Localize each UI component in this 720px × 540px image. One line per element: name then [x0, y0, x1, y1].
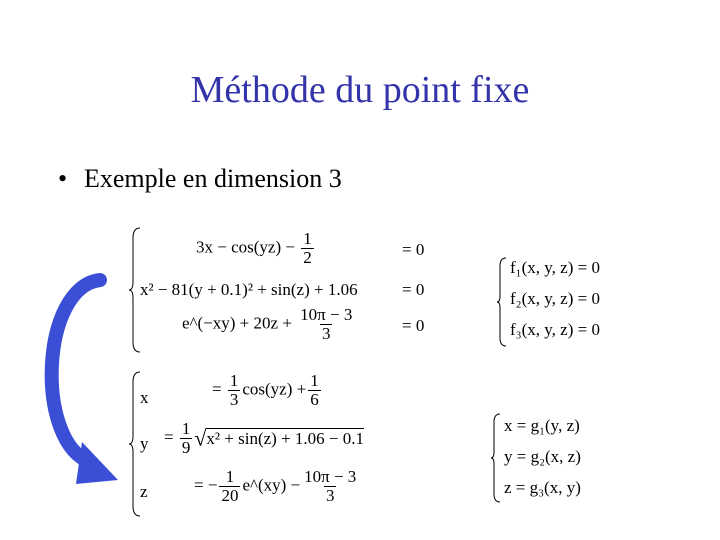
- g-z-b-den: 3: [325, 486, 335, 505]
- g-x-frac-a: [228, 372, 241, 409]
- equation-f2-rhs: = 0: [402, 280, 425, 299]
- g-x-a-den: 3: [229, 390, 239, 409]
- g-y-num: 1: [181, 419, 191, 438]
- g-z-b-num: 10π − 3: [304, 467, 357, 486]
- g-y-frac: [180, 420, 193, 457]
- compact-g3: z = g₃(x, y): [504, 478, 581, 497]
- g-z-frac-a: [219, 468, 240, 505]
- curved-arrow-icon: [30, 262, 130, 492]
- compact-g1: x = g₁(y, z): [504, 416, 580, 435]
- equation-f3: [182, 306, 356, 343]
- g-row-y-var: y: [140, 434, 149, 453]
- eq-f3-fraction: [298, 306, 354, 343]
- compact-f2: f₂(x, y, z) = 0: [510, 289, 600, 308]
- compact-f1: f₁(x, y, z) = 0: [510, 258, 600, 277]
- compact-f3: f₃(x, y, z) = 0: [510, 320, 600, 339]
- equation-f3-rhs: = 0: [402, 316, 425, 335]
- left-brace-icon: [496, 256, 508, 348]
- g-row-x: = $\frac{1}{3}$ cos(yz) + $\frac{1}{6}$: [212, 371, 319, 409]
- eq-f1-den: 2: [303, 248, 312, 267]
- g-y-den: 9: [181, 438, 191, 457]
- system-g-expanded: [128, 370, 428, 518]
- g-row-y: = $\frac{1}{9}$ √x² + sin(z) + 1.06 − 0.1: [164, 419, 364, 457]
- eq-f3-den: 3: [321, 324, 331, 343]
- bullet-dot: •: [58, 164, 68, 193]
- g-z-frac-b: [302, 468, 358, 505]
- system-f-expanded: [128, 226, 448, 354]
- eq-f3-lhs: e^(−xy) + 20z +: [182, 313, 297, 333]
- equation-f2: x² − 81(y + 0.1)² + sin(z) + 1.06: [140, 280, 358, 299]
- bullet-text: Exemple en dimension 3: [84, 164, 342, 193]
- eq-f1-lhs: 3x − cos(yz) −: [196, 237, 300, 257]
- eq-f1-fraction: [301, 230, 314, 267]
- eq-f3-num: 10π − 3: [300, 305, 353, 324]
- g-x-a-num: 1: [229, 371, 239, 390]
- g-y-radicand: x² + sin(z) + 1.06 − 0.1: [206, 428, 364, 448]
- g-z-mid: e^(xy) −: [242, 475, 301, 495]
- g-z-a-den: 20: [221, 486, 239, 505]
- left-brace-icon: [490, 412, 502, 504]
- g-row-x-var: x: [140, 388, 149, 407]
- slide-title: Méthode du point fixe: [190, 69, 530, 111]
- compact-g2: y = g₂(x, z): [504, 447, 581, 466]
- g-z-a-num: 1: [225, 467, 235, 486]
- system-f-compact: [496, 256, 656, 348]
- system-g-compact: [490, 412, 650, 504]
- g-x-b-num: 1: [310, 371, 319, 390]
- equation-f1-rhs: = 0: [402, 240, 425, 259]
- eq-f1-num: 1: [303, 229, 312, 248]
- equation-f1: [196, 230, 316, 267]
- g-x-b-den: 6: [310, 390, 319, 409]
- g-x-mid: cos(yz) +: [242, 379, 307, 399]
- g-x-frac-b: [308, 372, 321, 409]
- g-row-z: = − $\frac{1}{20}$ e^(xy) − $\frac{10\pi - 3}{3}$: [194, 467, 357, 505]
- bullet-item: [58, 164, 342, 194]
- g-row-z-var: z: [140, 482, 148, 501]
